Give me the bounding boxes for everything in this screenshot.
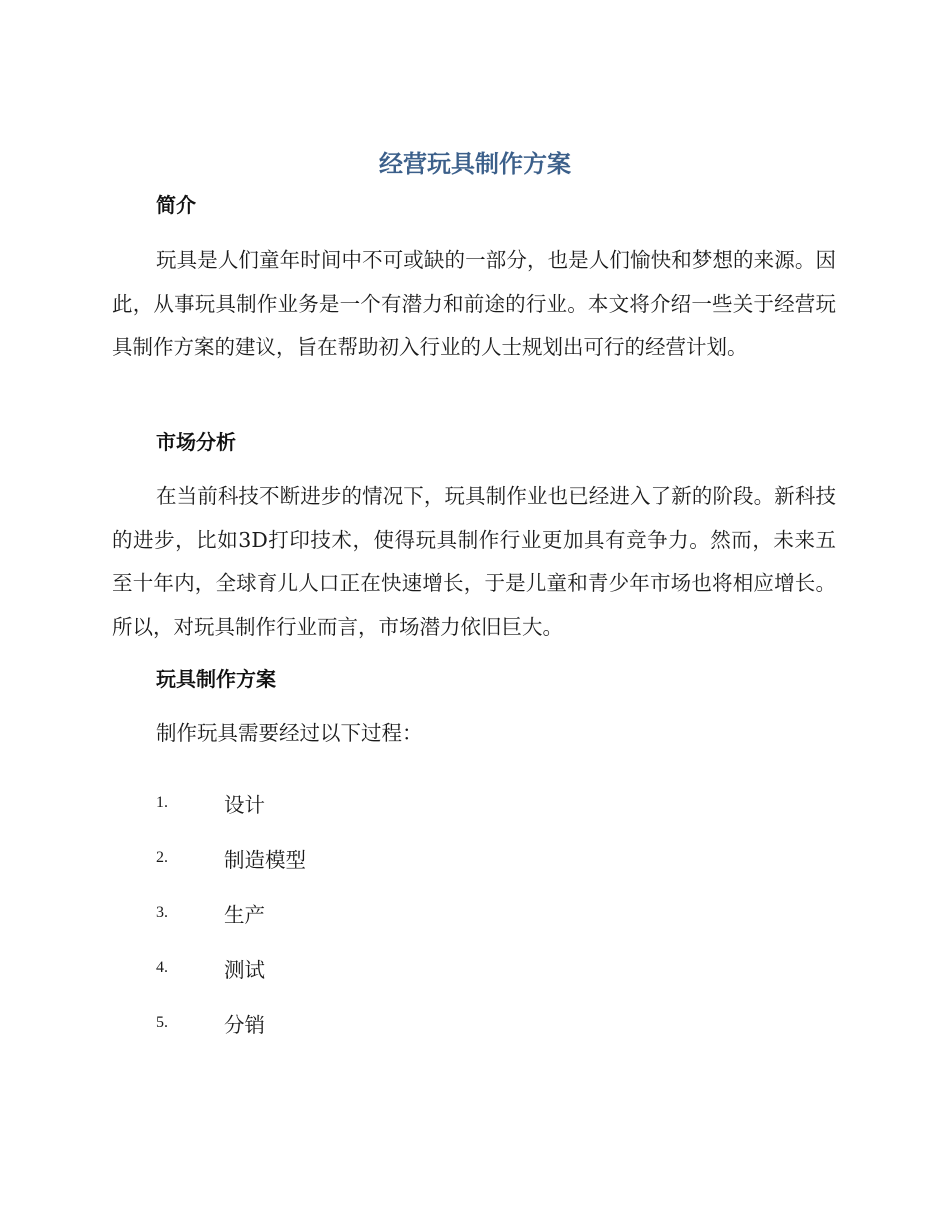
list-item: [156, 830, 306, 885]
section-paragraph-market: 在当前科技不断进步的情况下，玩具制作业也已经进入了新的阶段。新科技的进步，比如3D打印技术，使得玩具制作行业更加具有竞争力。然而，未来五至十年内，全球育儿人口正在快速增长，于是儿童和青少年市场也将相应增长。所以，对玩具制作行业而言，市场潜力依旧巨大。: [112, 484, 836, 639]
list-item-number: 5.: [156, 1013, 168, 1031]
section-heading-plan: 玩具制作方案: [156, 667, 276, 691]
section-heading-intro: 简介: [156, 193, 196, 217]
list-item-number: 2.: [156, 848, 168, 866]
section-paragraph-intro: 玩具是人们童年时间中不可或缺的一部分，也是人们愉快和梦想的来源。因此，从事玩具制作业务是一个有潜力和前途的行业。本文将介绍一些关于经营玩具制作方案的建议，旨在帮助初入行业的人士规划出可行的经营计划。: [112, 248, 836, 359]
list-item: [156, 940, 306, 995]
steps-list: [156, 775, 306, 1050]
list-item-number: 1.: [156, 793, 168, 811]
list-item-text: 设计: [224, 792, 265, 817]
list-item-text: 测试: [224, 957, 265, 982]
section-heading-market: 市场分析: [156, 430, 236, 454]
document-title: 经营玩具制作方案: [379, 150, 571, 178]
list-item: [156, 775, 306, 830]
list-item: [156, 995, 306, 1050]
list-item-text: 分销: [224, 1012, 265, 1037]
list-item: [156, 885, 306, 940]
section-paragraph-plan: 制作玩具需要经过以下过程：: [156, 721, 423, 745]
list-item-text: 制造模型: [224, 847, 306, 872]
list-item-number: 4.: [156, 958, 168, 976]
list-item-text: 生产: [224, 902, 265, 927]
list-item-number: 3.: [156, 903, 168, 921]
